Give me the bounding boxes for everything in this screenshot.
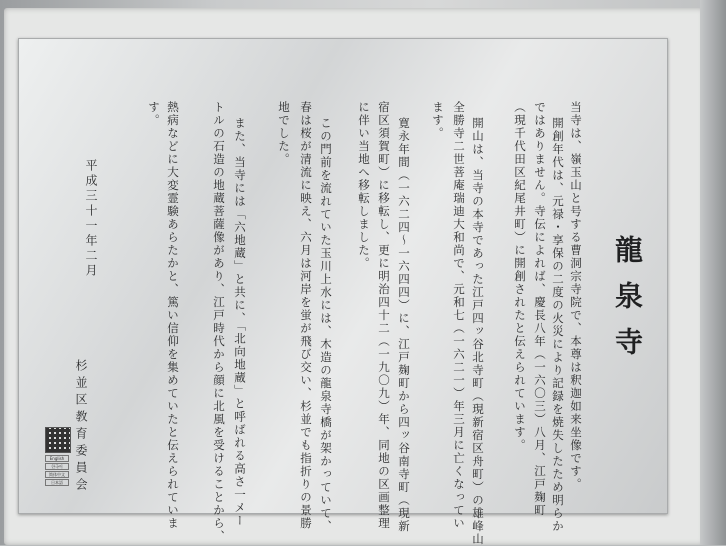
body-line: 当寺は、嶺玉山と号する曹洞宗寺院で、本尊は釈迦如来坐像です。 xyxy=(569,101,583,491)
qr-code-icon[interactable] xyxy=(45,427,71,453)
body-line: す。 xyxy=(147,101,161,127)
body-line: 寛永年間（一六二四〜一六四四）に、江戸麹町から四ッ谷南寺町（現新 xyxy=(397,117,411,533)
sign-issuer: 杉並区教育委員会 xyxy=(74,359,88,495)
lang-tag: 한국어 xyxy=(45,463,69,470)
body-line: トルの石造の地蔵菩薩像があり、江戸時代から顔に北風を受けることから、 xyxy=(212,101,226,543)
body-line: 熱病などに大変霊験あらたかと、篤い信仰を集めていたと伝えられていま xyxy=(166,101,180,530)
body-line: 春は桜が清流に映え、六月は河岸を蛍が飛び交い、杉並でも指折りの景勝 xyxy=(299,101,313,530)
sign-title: 龍泉寺 xyxy=(611,235,644,373)
lang-tag: English xyxy=(45,455,69,462)
body-line: 宿区須賀町）に移転し、更に明治四十二（一九〇九）年、同地の区画整理 xyxy=(377,101,391,530)
body-line: 地でした。 xyxy=(277,101,291,166)
lang-tag: 日本語 xyxy=(45,479,69,486)
body-line: 開創年代は、元禄・享保の二度の火災により記録を焼失したため明らか xyxy=(551,117,565,533)
body-line: 全勝寺二世菩庵瑞迪大和尚で、元和七（一六二一）年三月に亡くなってい xyxy=(452,101,466,530)
wall-edge xyxy=(700,0,726,545)
body-line: ます。 xyxy=(431,101,445,140)
lang-tag: 简体中文 xyxy=(45,471,69,478)
body-line: また、当寺には「六地蔵」と共に、「北向地蔵」と呼ばれる高さ一メー xyxy=(233,117,247,528)
sign-plate xyxy=(18,38,668,546)
sign-date: 平成三十一年二月 xyxy=(84,159,98,279)
body-line: 開山は、当寺の本寺であった江戸四ッ谷北寺町（現新宿区舟町）の雄峰山 xyxy=(471,117,485,546)
body-line: に伴い当地へ移転しました。 xyxy=(357,101,371,270)
body-line: ではありません。寺伝によれば、慶長八年（一六〇三）八月、江戸麹町 xyxy=(533,101,547,517)
body-line: （現千代田区紀尾井町）に開創されたと伝えられています。 xyxy=(513,101,527,452)
language-tags xyxy=(45,455,69,487)
body-line: この門前を流れていた玉川上水には、木造の龍泉寺橋が架かっていて、 xyxy=(319,117,333,533)
